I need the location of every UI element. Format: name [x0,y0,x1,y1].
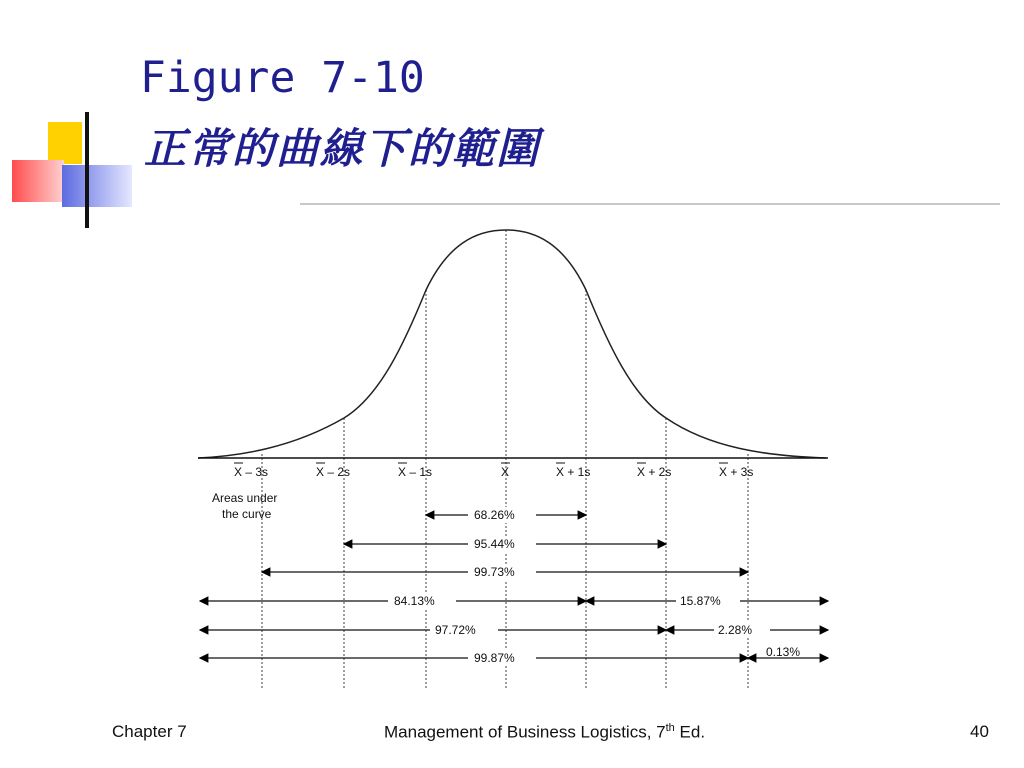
normal-distribution-curve [198,230,826,458]
areas-label-line-2: the curve [222,507,272,521]
footer-book-title-suffix: Ed. [674,722,706,742]
label-mean: X [501,465,510,479]
footer-book-title-prefix: Management of Business Logistics, 7 [384,722,666,742]
interval-68-label: 68.26% [474,508,515,522]
right-0-label: 0.13% [766,645,801,659]
right-15-label: 15.87% [680,594,721,608]
label-minus-1s: X – 1s [398,465,433,479]
areas-label-line-1: Areas under [212,491,278,505]
areas-label-group [212,491,277,521]
vertical-guides [262,230,748,690]
footer-book-title-superscript: th [665,722,675,734]
x-axis-labels [234,463,753,479]
label-minus-3s: X – 3s [234,465,269,479]
label-plus-2s: X + 2s [637,465,672,479]
interval-labels [388,507,800,666]
label-plus-3s: X + 3s [719,465,754,479]
left-97-label: 97.72% [435,623,476,637]
right-2-label: 2.28% [718,623,753,637]
interval-95-label: 95.44% [474,537,515,551]
label-plus-1s: X + 1s [556,465,591,479]
footer-chapter: Chapter 7 [112,722,187,741]
slide-subtitle: 正常的曲線下的範圍 [144,124,541,173]
left-84-label: 84.13% [394,594,435,608]
slide-title: Figure 7-10 [140,53,425,103]
left-99-87-label: 99.87% [474,651,515,665]
footer-book-title [384,722,705,743]
label-minus-2s: X – 2s [316,465,351,479]
interval-99-73-label: 99.73% [474,565,515,579]
footer-page-number: 40 [970,722,989,741]
